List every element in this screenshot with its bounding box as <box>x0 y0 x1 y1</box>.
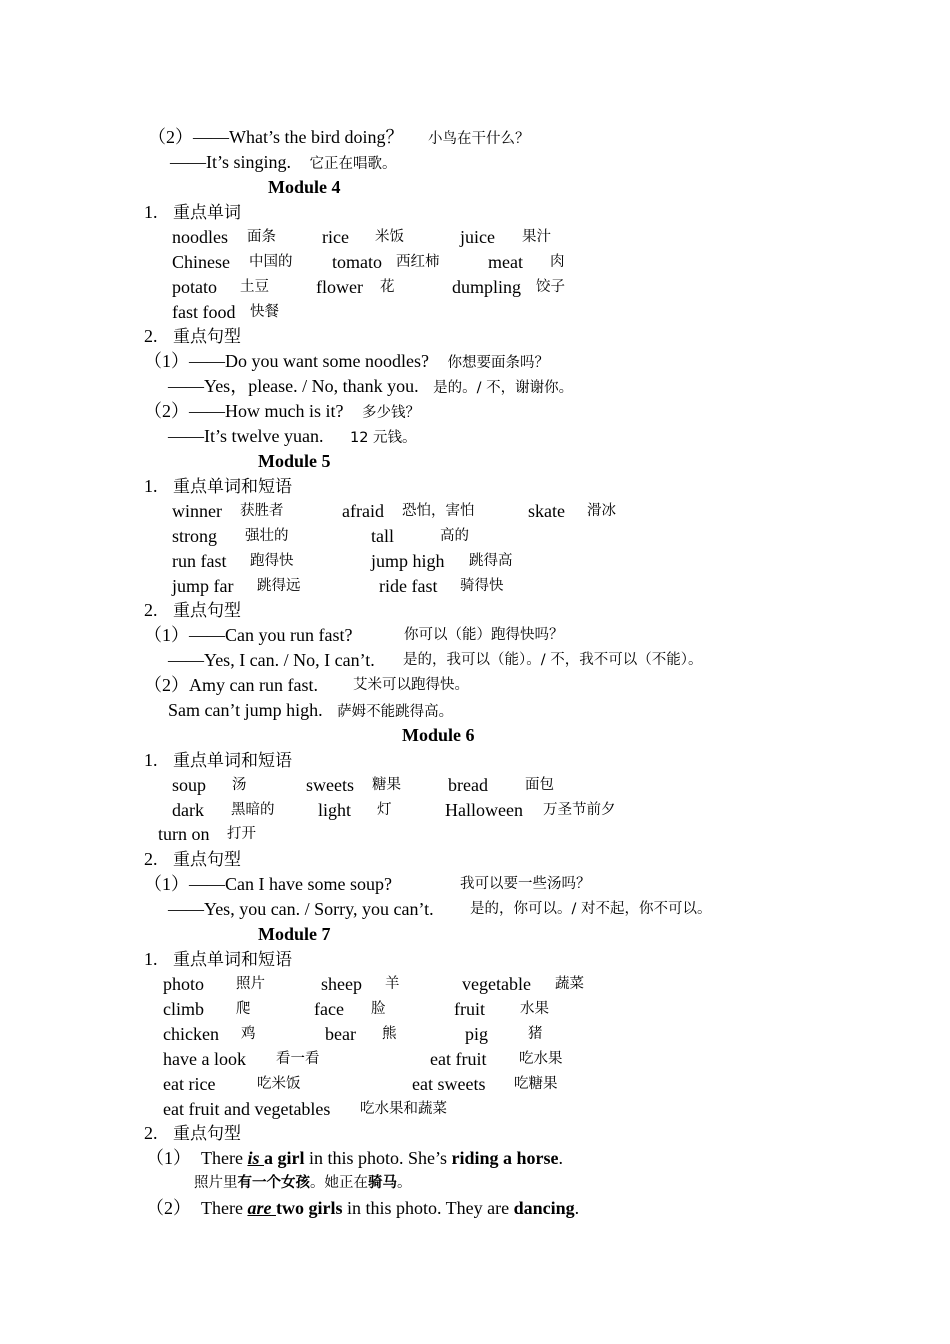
m4-word-row-3 <box>0 275 950 299</box>
word-en: tomato <box>332 252 382 272</box>
word-cn: 饺子 <box>536 279 565 295</box>
m3-q2-cn: 小鸟在干什么？ <box>427 131 530 147</box>
word-there: There <box>201 1198 243 1218</box>
word-en: chicken <box>163 1024 219 1044</box>
word-en: turn on <box>158 824 210 844</box>
word-cn: 熊 <box>382 1026 397 1042</box>
word-en: run fast <box>172 551 227 571</box>
word-en: pig <box>465 1024 489 1044</box>
word-cn: 吃糖果 <box>514 1076 558 1092</box>
m4-a1-cn: 是的。/ 不，谢谢你。 <box>433 380 574 396</box>
s2-mid: in this photo. They are <box>346 1198 510 1218</box>
m5-heading-sentences <box>144 598 241 622</box>
word-cn: 获胜者 <box>240 503 284 519</box>
m6-word-row-3 <box>0 822 950 846</box>
word-en: Chinese <box>172 252 230 272</box>
word-en: sweets <box>306 775 354 795</box>
word-cn: 吃米饭 <box>257 1076 301 1092</box>
a-girl-text: a girl <box>263 1148 305 1168</box>
cn-bold-2: 骑马 <box>368 1175 397 1191</box>
m3-a2-en: ——It’s singing. <box>170 152 292 172</box>
word-en: fruit <box>454 999 485 1019</box>
word-cn: 骑得快 <box>460 578 504 594</box>
m4-q1-en: （1）——Do you want some noodles? <box>144 351 429 371</box>
word-cn: 水果 <box>520 1001 549 1017</box>
word-en: light <box>318 800 352 820</box>
m7-h1-num: 1. <box>144 949 158 969</box>
s1-end: . <box>558 1148 564 1168</box>
m7-word-row-2 <box>0 997 950 1021</box>
word-en: jump high <box>371 551 445 571</box>
word-cn: 吃水果 <box>519 1051 563 1067</box>
word-cn: 恐怕，害怕 <box>402 503 475 519</box>
cn-mid: 。她正在 <box>310 1175 368 1191</box>
phrase-a-girl <box>259 1146 304 1170</box>
word-en: Halloween <box>445 800 523 820</box>
word-en: jump far <box>172 576 234 596</box>
m3-q2-en: （2）——What’s the bird doing？ <box>148 127 404 147</box>
word-en: vegetable <box>462 974 531 994</box>
word-cn: 黑暗的 <box>231 802 275 818</box>
word-cn: 强壮的 <box>245 528 289 544</box>
m5-s3-cn: 萨姆不能跳得高。 <box>337 704 454 720</box>
word-cn: 跳得高 <box>469 553 513 569</box>
cn-bold-1: 有一个女孩 <box>237 1175 310 1191</box>
m4-answer-1 <box>168 374 573 398</box>
word-en: sheep <box>321 974 362 994</box>
m4-word-row-2 <box>0 250 950 274</box>
word-cn: 汤 <box>232 777 247 793</box>
m5-h1-num: 1. <box>144 476 158 496</box>
m6-word-row-1 <box>0 773 950 797</box>
m3-question-2 <box>148 125 529 149</box>
m7-sentence-1-cn <box>194 1171 412 1195</box>
m4-h2-label: 重点句型 <box>173 327 241 347</box>
word-cn: 吃水果和蔬菜 <box>360 1101 447 1117</box>
word-en: potato <box>172 277 217 297</box>
word-cn: 土豆 <box>240 279 269 295</box>
word-en: flower <box>316 277 363 297</box>
word-cn: 羊 <box>385 976 400 992</box>
word-en: eat fruit <box>430 1049 487 1069</box>
m5-a1-en: ——Yes, I can. / No, I can’t. <box>168 650 375 670</box>
word-cn: 打开 <box>227 826 256 842</box>
m6-word-row-2 <box>0 798 950 822</box>
m5-h1-label: 重点单词和短语 <box>173 477 292 497</box>
word-cn: 果汁 <box>522 229 551 245</box>
m7-h2-num: 2. <box>144 1123 158 1143</box>
m4-h1-label: 重点单词 <box>173 203 241 223</box>
phrase-two-girls <box>271 1196 342 1220</box>
m7-s2-num: （2） <box>146 1198 191 1218</box>
m6-heading-sentences <box>144 847 241 871</box>
m5-s2-en: （2）Amy can run fast. <box>144 675 318 695</box>
m7-word-row-6 <box>0 1097 950 1121</box>
word-cn: 看一看 <box>276 1051 320 1067</box>
word-cn: 鸡 <box>241 1026 256 1042</box>
word-en: face <box>314 999 344 1019</box>
m7-word-row-1 <box>0 972 950 996</box>
m5-h2-num: 2. <box>144 600 158 620</box>
m5-question-1 <box>0 623 950 647</box>
cn-pre: 照片里 <box>194 1175 238 1191</box>
m5-q1-en: （1）——Can you run fast? <box>144 625 353 645</box>
s2-end: . <box>574 1198 580 1218</box>
word-en: dumpling <box>452 277 522 297</box>
m4-q1-cn: 你想要面条吗？ <box>447 355 549 371</box>
word-cn: 花 <box>380 279 395 295</box>
m3-a2-cn: 它正在唱歌。 <box>309 156 397 172</box>
m4-heading-words <box>144 200 241 224</box>
s1-mid: in this photo. She’s <box>308 1148 447 1168</box>
two-girls-text: two girls <box>275 1198 343 1218</box>
word-en: tall <box>371 526 394 546</box>
word-cn: 滑冰 <box>587 503 616 519</box>
m6-q1-en: （1）——Can I have some soup? <box>144 874 392 894</box>
word-cn: 脸 <box>371 1001 386 1017</box>
word-cn: 高的 <box>440 528 469 544</box>
word-there: There <box>201 1148 243 1168</box>
m5-s2-cn: 艾米可以跑得快。 <box>353 677 469 693</box>
word-en: climb <box>163 999 204 1019</box>
word-en: strong <box>172 526 217 546</box>
m4-a1-en: ——Yes，please. / No, thank you. <box>168 376 419 396</box>
m4-h1-num: 1. <box>144 202 158 222</box>
m7-s2-text <box>201 1196 579 1220</box>
m6-h1-label: 重点单词和短语 <box>173 751 292 771</box>
m5-sentence-2 <box>0 673 950 697</box>
m5-heading-words <box>144 474 292 498</box>
m7-h2-label: 重点句型 <box>173 1124 241 1144</box>
word-en: soup <box>172 775 207 795</box>
word-cn: 灯 <box>377 802 392 818</box>
module-5-title: Module 5 <box>258 451 331 471</box>
word-en: skate <box>528 501 565 521</box>
phrase-riding-a-horse: riding a horse <box>451 1148 559 1168</box>
word-cn: 面条 <box>247 229 276 245</box>
m7-h1-label: 重点单词和短语 <box>173 950 292 970</box>
module-4-title: Module 4 <box>268 177 341 197</box>
word-cn: 猪 <box>528 1026 543 1042</box>
word-en: eat fruit and vegetables <box>163 1099 331 1119</box>
m7-s1-text <box>201 1146 563 1170</box>
word-en: ride fast <box>379 576 438 596</box>
m4-question-2 <box>144 399 420 423</box>
m5-a1-cn: 是的，我可以（能）。/ 不，我不可以（不能）。 <box>403 652 703 668</box>
m7-sentence-1 <box>0 1146 950 1170</box>
word-en: rice <box>322 227 349 247</box>
m6-h1-num: 1. <box>144 750 158 770</box>
m4-q2-cn: 多少钱？ <box>362 405 420 421</box>
m5-h2-label: 重点句型 <box>173 601 241 621</box>
word-cn: 米饭 <box>375 229 404 245</box>
word-en: photo <box>163 974 205 994</box>
m5-sentence-3 <box>168 698 453 722</box>
m6-heading-words <box>144 748 292 772</box>
m5-word-row-4 <box>0 574 950 598</box>
m6-q1-cn: 我可以要一些汤吗？ <box>460 876 591 892</box>
word-en: dark <box>172 800 204 820</box>
m4-a2-cn: 12 元钱。 <box>349 430 417 446</box>
word-cn: 爬 <box>236 1001 251 1017</box>
word-cn: 肉 <box>550 254 565 270</box>
m5-word-row-1 <box>0 499 950 523</box>
m6-h2-num: 2. <box>144 849 158 869</box>
word-en: have a look <box>163 1049 246 1069</box>
word-cn: 照片 <box>236 976 265 992</box>
m4-word-row-1 <box>0 225 950 249</box>
m3-answer-2 <box>170 150 397 174</box>
m7-word-row-3 <box>0 1022 950 1046</box>
word-cn: 快餐 <box>250 304 279 320</box>
m4-question-1 <box>144 349 549 373</box>
m7-heading-sentences <box>144 1121 241 1145</box>
word-en: fast food <box>172 302 236 322</box>
m6-a1-cn: 是的，你可以。/ 对不起，你不可以。 <box>470 901 712 917</box>
word-cn: 跳得远 <box>257 578 301 594</box>
m5-q1-cn: 你可以（能）跑得快吗？ <box>404 627 564 643</box>
word-en: eat rice <box>163 1074 216 1094</box>
m4-a2-en: ——It’s twelve yuan. <box>168 426 324 446</box>
word-dancing: dancing <box>513 1198 575 1218</box>
m4-heading-sentences <box>144 324 241 348</box>
m5-word-row-3 <box>0 549 950 573</box>
word-cn: 西红柿 <box>396 254 440 270</box>
m4-h2-num: 2. <box>144 326 158 346</box>
m4-answer-2 <box>168 424 417 448</box>
m6-answer-1 <box>0 897 950 921</box>
word-en: noodles <box>172 227 228 247</box>
word-cn: 糖果 <box>372 777 401 793</box>
m6-question-1 <box>0 872 950 896</box>
word-cn: 面包 <box>525 777 554 793</box>
m6-a1-en: ——Yes, you can. / Sorry, you can’t. <box>168 899 434 919</box>
word-cn: 中国的 <box>249 254 293 270</box>
word-en: meat <box>488 252 523 272</box>
m7-s1-num: （1） <box>146 1148 191 1168</box>
word-are: are <box>247 1198 272 1218</box>
m7-word-row-5 <box>0 1072 950 1096</box>
m5-s3-en: Sam can’t jump high. <box>168 700 323 720</box>
m7-sentence-2 <box>0 1196 950 1220</box>
word-en: bear <box>325 1024 356 1044</box>
word-en: afraid <box>342 501 384 521</box>
word-en: winner <box>172 501 222 521</box>
word-cn: 万圣节前夕 <box>543 802 616 818</box>
word-is: is <box>247 1148 260 1168</box>
cn-end: 。 <box>397 1175 412 1191</box>
module-7-title: Module 7 <box>258 924 331 944</box>
m7-heading-words <box>144 947 292 971</box>
module-6-title: Module 6 <box>402 725 475 745</box>
m5-answer-1 <box>0 648 950 672</box>
m5-word-row-2 <box>0 524 950 548</box>
m6-h2-label: 重点句型 <box>173 850 241 870</box>
m4-word-row-4 <box>0 300 950 324</box>
word-en: bread <box>448 775 488 795</box>
m4-q2-en: （2）——How much is it? <box>144 401 344 421</box>
word-cn: 跑得快 <box>250 553 294 569</box>
word-en: eat sweets <box>412 1074 486 1094</box>
word-en: juice <box>460 227 495 247</box>
m7-word-row-4 <box>0 1047 950 1071</box>
word-cn: 蔬菜 <box>555 976 584 992</box>
